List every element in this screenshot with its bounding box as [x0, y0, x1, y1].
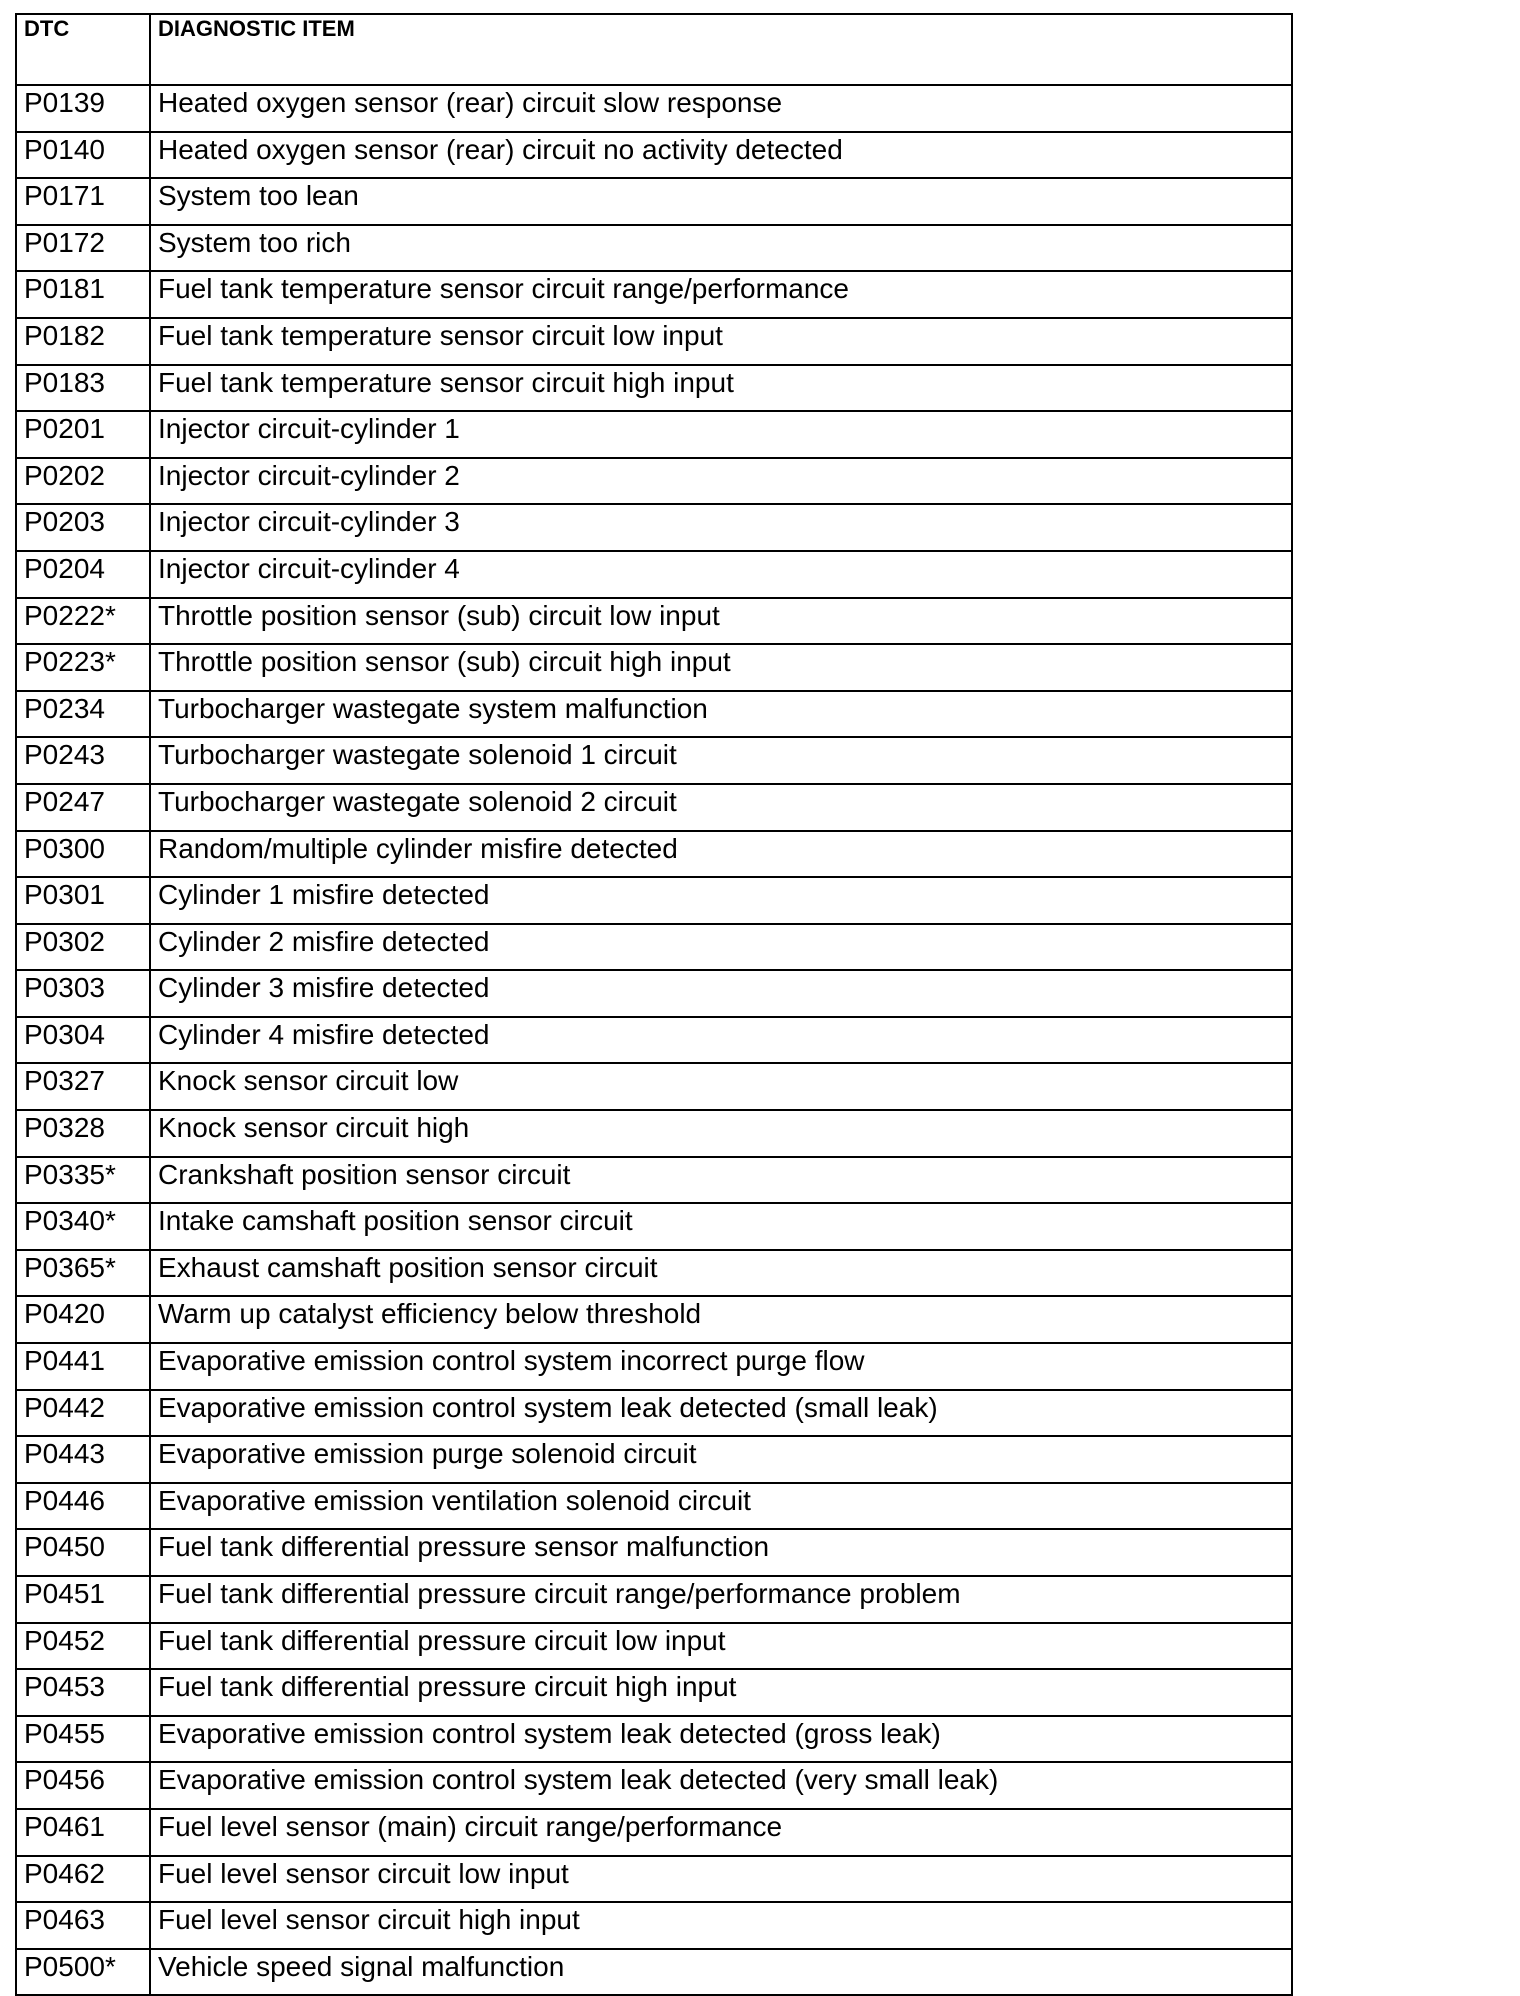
dtc-code-cell: P0302 — [16, 924, 150, 971]
diagnostic-item-cell: System too lean — [150, 178, 1292, 225]
diagnostic-item-cell: Fuel tank differential pressure circuit low input — [150, 1623, 1292, 1670]
table-row — [16, 1949, 1292, 1996]
diagnostic-item-cell: Cylinder 4 misfire detected — [150, 1017, 1292, 1064]
table-row — [16, 691, 1292, 738]
table-header — [16, 14, 1292, 85]
dtc-code-cell: P0234 — [16, 691, 150, 738]
dtc-code-cell: P0327 — [16, 1063, 150, 1110]
diagnostic-item-cell: Throttle position sensor (sub) circuit high input — [150, 644, 1292, 691]
table-row — [16, 1809, 1292, 1856]
table-row — [16, 1203, 1292, 1250]
dtc-code-cell: P0139 — [16, 85, 150, 132]
diagnostic-item-cell: Exhaust camshaft position sensor circuit — [150, 1250, 1292, 1297]
diagnostic-item-cell: Fuel level sensor (main) circuit range/performance — [150, 1809, 1292, 1856]
diagnostic-item-cell: Injector circuit-cylinder 1 — [150, 411, 1292, 458]
table-row — [16, 1762, 1292, 1809]
table-row — [16, 551, 1292, 598]
table-row — [16, 178, 1292, 225]
diagnostic-item-cell: Evaporative emission control system leak detected (small leak) — [150, 1390, 1292, 1437]
dtc-code-cell: P0340* — [16, 1203, 150, 1250]
diagnostic-item-cell: Warm up catalyst efficiency below threshold — [150, 1296, 1292, 1343]
table-row — [16, 85, 1292, 132]
table-row — [16, 1250, 1292, 1297]
diagnostic-item-cell: Fuel level sensor circuit low input — [150, 1856, 1292, 1903]
diagnostic-item-cell: Heated oxygen sensor (rear) circuit slow response — [150, 85, 1292, 132]
table-row — [16, 458, 1292, 505]
diagnostic-item-cell: Vehicle speed signal malfunction — [150, 1949, 1292, 1996]
diagnostic-item-cell: Evaporative emission control system incorrect purge flow — [150, 1343, 1292, 1390]
dtc-code-cell: P0203 — [16, 504, 150, 551]
diagnostic-item-cell: Injector circuit-cylinder 4 — [150, 551, 1292, 598]
diagnostic-item-cell: Intake camshaft position sensor circuit — [150, 1203, 1292, 1250]
table-row — [16, 365, 1292, 412]
dtc-code-cell: P0456 — [16, 1762, 150, 1809]
dtc-code-cell: P0452 — [16, 1623, 150, 1670]
dtc-code-cell: P0301 — [16, 877, 150, 924]
diagnostic-item-cell: Fuel tank temperature sensor circuit low input — [150, 318, 1292, 365]
dtc-code-cell: P0365* — [16, 1250, 150, 1297]
table-row — [16, 1483, 1292, 1530]
dtc-code-cell: P0202 — [16, 458, 150, 505]
table-row — [16, 1157, 1292, 1204]
dtc-code-cell: P0222* — [16, 598, 150, 645]
dtc-code-cell: P0420 — [16, 1296, 150, 1343]
dtc-code-cell: P0304 — [16, 1017, 150, 1064]
table-row — [16, 737, 1292, 784]
table-row — [16, 644, 1292, 691]
diagnostic-item-cell: Crankshaft position sensor circuit — [150, 1157, 1292, 1204]
table-row — [16, 924, 1292, 971]
dtc-code-cell: P0451 — [16, 1576, 150, 1623]
table-row — [16, 1063, 1292, 1110]
table-row — [16, 504, 1292, 551]
dtc-code-cell: P0183 — [16, 365, 150, 412]
diagnostic-item-cell: Fuel tank differential pressure circuit range/performance problem — [150, 1576, 1292, 1623]
dtc-code-cell: P0247 — [16, 784, 150, 831]
dtc-code-cell: P0441 — [16, 1343, 150, 1390]
dtc-code-cell: P0328 — [16, 1110, 150, 1157]
diagnostic-item-cell: System too rich — [150, 225, 1292, 272]
table-row — [16, 831, 1292, 878]
table-row — [16, 1296, 1292, 1343]
table-row — [16, 1390, 1292, 1437]
table-row — [16, 411, 1292, 458]
dtc-table — [15, 13, 1293, 1996]
table-row — [16, 1576, 1292, 1623]
table-row — [16, 271, 1292, 318]
table-row — [16, 1436, 1292, 1483]
table-row — [16, 1669, 1292, 1716]
dtc-code-cell: P0443 — [16, 1436, 150, 1483]
table-row — [16, 1902, 1292, 1949]
dtc-code-cell: P0223* — [16, 644, 150, 691]
dtc-code-cell: P0461 — [16, 1809, 150, 1856]
table-row — [16, 598, 1292, 645]
dtc-code-cell: P0500* — [16, 1949, 150, 1996]
dtc-code-cell: P0303 — [16, 970, 150, 1017]
diagnostic-item-cell: Knock sensor circuit low — [150, 1063, 1292, 1110]
diagnostic-item-cell: Evaporative emission purge solenoid circuit — [150, 1436, 1292, 1483]
dtc-code-cell: P0462 — [16, 1856, 150, 1903]
table-row — [16, 1343, 1292, 1390]
dtc-code-cell: P0172 — [16, 225, 150, 272]
dtc-code-cell: P0453 — [16, 1669, 150, 1716]
diagnostic-item-cell: Fuel level sensor circuit high input — [150, 1902, 1292, 1949]
table-row — [16, 970, 1292, 1017]
table-row — [16, 1856, 1292, 1903]
diagnostic-item-cell: Cylinder 2 misfire detected — [150, 924, 1292, 971]
table-body — [16, 85, 1292, 1995]
diagnostic-item-cell: Turbocharger wastegate solenoid 2 circuit — [150, 784, 1292, 831]
table-row — [16, 1529, 1292, 1576]
diagnostic-item-cell: Injector circuit-cylinder 2 — [150, 458, 1292, 505]
dtc-code-cell: P0442 — [16, 1390, 150, 1437]
header-dtc: DTC — [16, 14, 150, 85]
diagnostic-item-cell: Cylinder 3 misfire detected — [150, 970, 1292, 1017]
dtc-code-cell: P0463 — [16, 1902, 150, 1949]
diagnostic-item-cell: Knock sensor circuit high — [150, 1110, 1292, 1157]
dtc-code-cell: P0204 — [16, 551, 150, 598]
dtc-code-cell: P0182 — [16, 318, 150, 365]
table-row — [16, 318, 1292, 365]
table-row — [16, 1716, 1292, 1763]
diagnostic-item-cell: Throttle position sensor (sub) circuit low input — [150, 598, 1292, 645]
diagnostic-item-cell: Fuel tank differential pressure sensor malfunction — [150, 1529, 1292, 1576]
diagnostic-item-cell: Evaporative emission control system leak detected (gross leak) — [150, 1716, 1292, 1763]
dtc-code-cell: P0181 — [16, 271, 150, 318]
diagnostic-item-cell: Fuel tank differential pressure circuit high input — [150, 1669, 1292, 1716]
diagnostic-item-cell: Heated oxygen sensor (rear) circuit no activity detected — [150, 132, 1292, 179]
diagnostic-item-cell: Fuel tank temperature sensor circuit high input — [150, 365, 1292, 412]
dtc-code-cell: P0243 — [16, 737, 150, 784]
dtc-code-cell: P0140 — [16, 132, 150, 179]
dtc-code-cell: P0300 — [16, 831, 150, 878]
dtc-code-cell: P0335* — [16, 1157, 150, 1204]
table-row — [16, 877, 1292, 924]
header-diagnostic-item: DIAGNOSTIC ITEM — [150, 14, 1292, 85]
dtc-code-cell: P0455 — [16, 1716, 150, 1763]
table-row — [16, 1017, 1292, 1064]
diagnostic-item-cell: Evaporative emission ventilation solenoid circuit — [150, 1483, 1292, 1530]
diagnostic-item-cell: Injector circuit-cylinder 3 — [150, 504, 1292, 551]
diagnostic-item-cell: Evaporative emission control system leak detected (very small leak) — [150, 1762, 1292, 1809]
table-row — [16, 1623, 1292, 1670]
table-row — [16, 225, 1292, 272]
dtc-code-cell: P0450 — [16, 1529, 150, 1576]
dtc-code-cell: P0171 — [16, 178, 150, 225]
table-row — [16, 784, 1292, 831]
diagnostic-item-cell: Random/multiple cylinder misfire detected — [150, 831, 1292, 878]
table-row — [16, 1110, 1292, 1157]
dtc-code-cell: P0201 — [16, 411, 150, 458]
table-row — [16, 132, 1292, 179]
diagnostic-item-cell: Turbocharger wastegate solenoid 1 circuit — [150, 737, 1292, 784]
diagnostic-item-cell: Cylinder 1 misfire detected — [150, 877, 1292, 924]
diagnostic-item-cell: Turbocharger wastegate system malfunction — [150, 691, 1292, 738]
diagnostic-item-cell: Fuel tank temperature sensor circuit range/performance — [150, 271, 1292, 318]
header-row — [16, 14, 1292, 85]
dtc-code-cell: P0446 — [16, 1483, 150, 1530]
